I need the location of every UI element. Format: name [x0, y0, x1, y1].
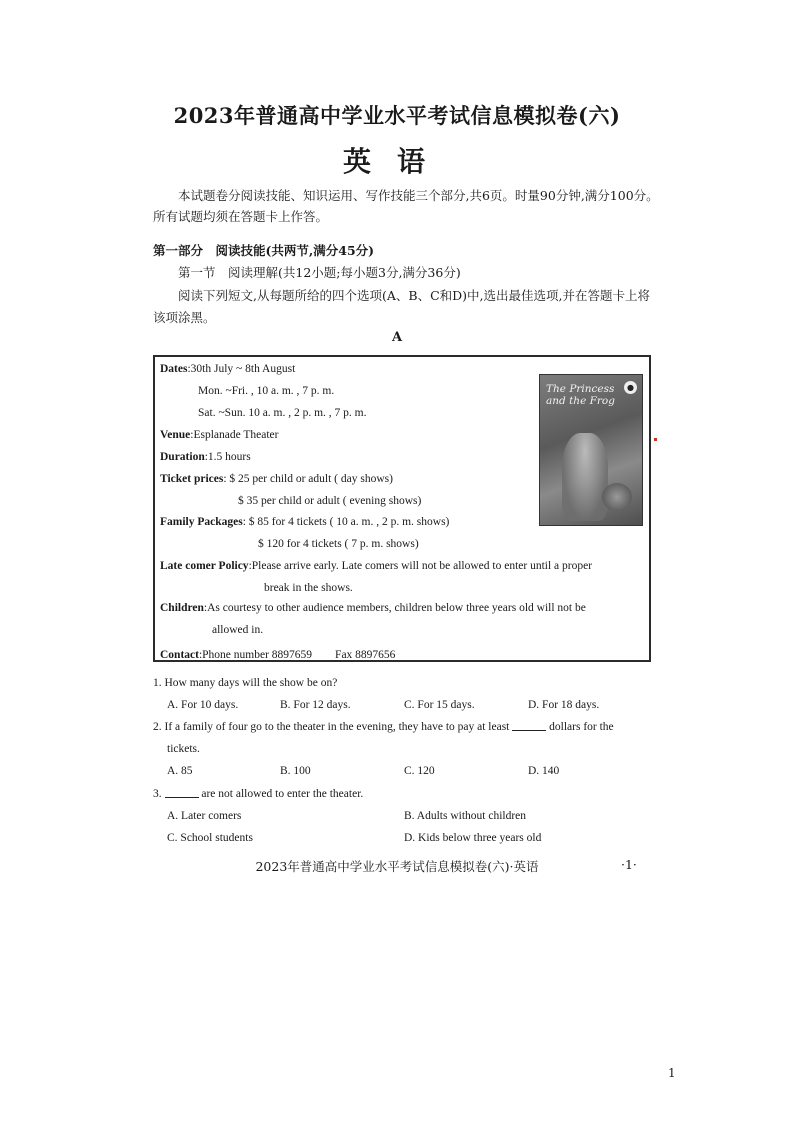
- children-text-2: allowed in.: [212, 624, 264, 636]
- duration-row: [160, 451, 251, 463]
- book-badge-icon: ●: [624, 381, 637, 394]
- family-packages-label: Family Packages: [160, 516, 243, 528]
- question-2-stem-cont: tickets.: [167, 743, 200, 755]
- book-cover-title: The Princess and the Frog: [546, 383, 615, 407]
- dates-row: [160, 363, 295, 375]
- venue-value: :Esplanade Theater: [190, 429, 279, 441]
- question-3-option-a: A. Later comers: [167, 810, 242, 822]
- children-text-1: :As courtesy to other audience members, children below three years old will not be: [203, 602, 586, 614]
- princess-figure-icon: [562, 433, 608, 521]
- late-comer-row: [160, 560, 592, 572]
- intro-line-1: 本试题卷分阅读技能、知识运用、写作技能三个部分,共6页。时量90分钟,满分100分。: [178, 188, 659, 203]
- duration-label: Duration: [160, 451, 205, 463]
- ticket-price-day: : $ 25 per child or adult ( day shows): [223, 473, 393, 485]
- section1-heading: 第一节 阅读理解(共12小题;每小题3分,满分36分): [178, 265, 461, 280]
- margin-mark: [654, 438, 657, 441]
- question-3-number: 3.: [153, 788, 162, 800]
- question-2-option-b: B. 100: [280, 765, 311, 777]
- question-3-option-c: C. School students: [167, 832, 253, 844]
- question-3-blank: [165, 797, 199, 798]
- ticket-price-evening: $ 35 per child or adult ( evening shows): [238, 495, 422, 507]
- question-1-option-b: B. For 12 days.: [280, 699, 351, 711]
- question-1-option-a: A. For 10 days.: [167, 699, 239, 711]
- page-title: 2023年普通高中学业水平考试信息模拟卷(六): [173, 103, 621, 128]
- late-comer-text-1: :Please arrive early. Late comers will not be allowed to enter until a proper: [248, 560, 593, 572]
- question-2-option-d: D. 140: [528, 765, 560, 777]
- question-2-stem-before: 2. If a family of four go to the theater in the evening, they have to pay at least: [153, 721, 510, 733]
- contact-label: Contact: [160, 649, 199, 661]
- question-2-stem: [153, 721, 614, 733]
- question-2-blank: [512, 730, 546, 731]
- question-2-option-c: C. 120: [404, 765, 435, 777]
- family-packages-row: [160, 516, 449, 528]
- intro-line-2: 所有试题均须在答题卡上作答。: [153, 209, 329, 224]
- frog-figure-icon: [602, 483, 632, 511]
- family-package-day: : $ 85 for 4 tickets ( 10 a. m. , 2 p. m. shows): [242, 516, 450, 528]
- weekend-schedule: Sat. ~Sun. 10 a. m. , 2 p. m. , 7 p. m.: [198, 407, 367, 419]
- children-row: [160, 602, 586, 614]
- duration-value: :1.5 hours: [204, 451, 251, 463]
- weekday-schedule: Mon. ~Fri. , 10 a. m. , 7 p. m.: [198, 385, 335, 397]
- passage-label: A: [391, 330, 403, 345]
- question-1-option-c: C. For 15 days.: [404, 699, 475, 711]
- question-3-stem: [153, 788, 363, 800]
- part1-heading: 第一部分 阅读技能(共两节,满分45分): [153, 243, 375, 258]
- question-3-option-d: D. Kids below three years old: [404, 832, 542, 844]
- instruction-line-2: 该项涂黑。: [153, 310, 216, 325]
- question-1-stem: 1. How many days will the show be on?: [153, 677, 338, 689]
- corner-page-number: 1: [668, 1066, 676, 1080]
- venue-label: Venue: [160, 429, 191, 441]
- dates-label: Dates: [160, 363, 188, 375]
- subject-title: 英语: [342, 145, 451, 178]
- venue-row: [160, 429, 278, 441]
- contact-row: [160, 646, 395, 662]
- ticket-prices-label: Ticket prices: [160, 473, 224, 485]
- question-2-stem-after: dollars for the: [549, 721, 614, 733]
- dates-value: :30th July ~ 8th August: [187, 363, 296, 375]
- contact-value: :Phone number 8897659 Fax 8897656: [198, 649, 396, 661]
- late-comer-label: Late comer Policy: [160, 560, 249, 572]
- question-1-option-d: D. For 18 days.: [528, 699, 600, 711]
- question-2-option-a: A. 85: [167, 765, 193, 777]
- question-3-stem-after: are not allowed to enter the theater.: [201, 788, 364, 800]
- ticket-prices-row: [160, 473, 393, 485]
- instruction-line-1: 阅读下列短文,从每题所给的四个选项(A、B、C和D)中,选出最佳选项,并在答题卡上将: [178, 288, 650, 303]
- book-cover-image: [539, 374, 643, 526]
- page-footer: 2023年普通高中学业水平考试信息模拟卷(六)·英语: [255, 859, 539, 874]
- family-package-evening: $ 120 for 4 tickets ( 7 p. m. shows): [258, 538, 419, 550]
- question-3-option-b: B. Adults without children: [404, 810, 527, 822]
- children-label: Children: [160, 602, 204, 614]
- show-notice-box: [153, 355, 651, 662]
- late-comer-text-2: break in the shows.: [264, 582, 353, 594]
- footer-page-number: ·1·: [621, 857, 637, 872]
